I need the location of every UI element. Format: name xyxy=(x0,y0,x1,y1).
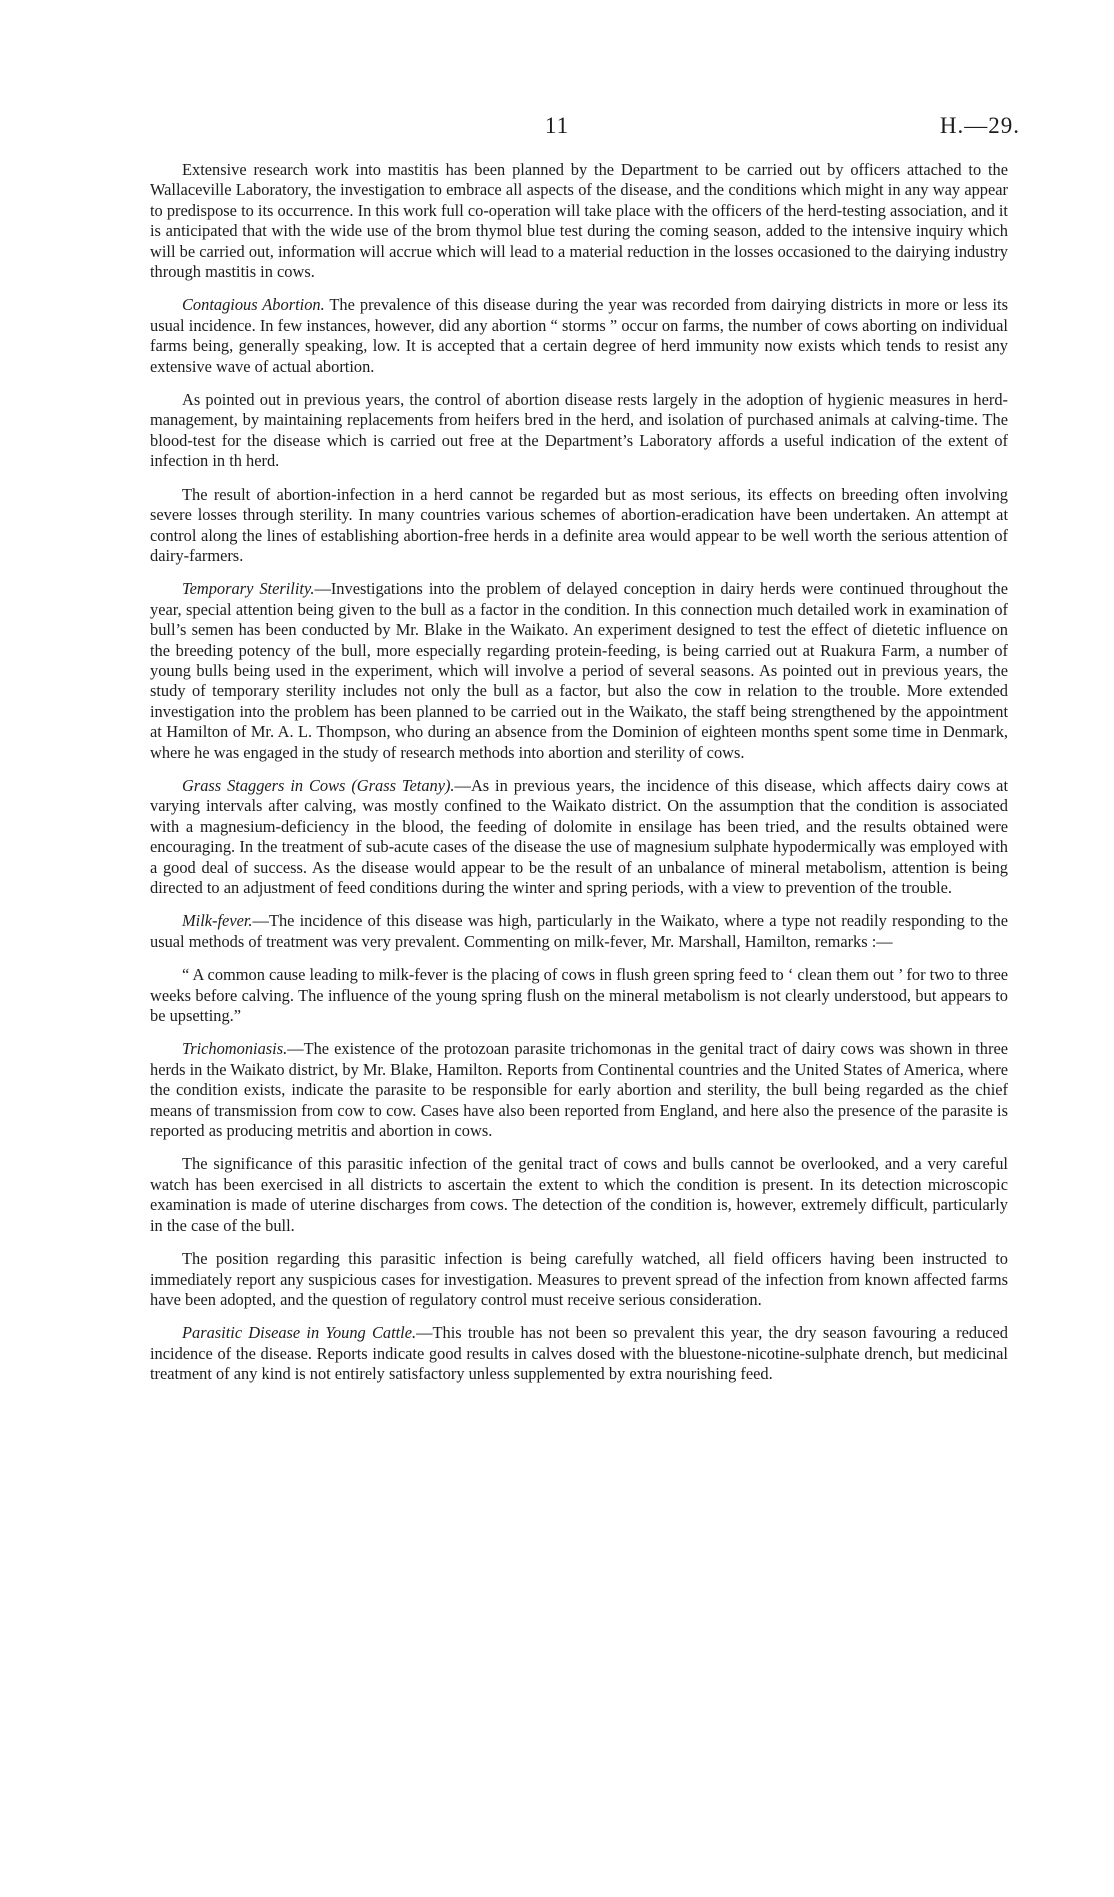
paragraph-text: As pointed out in previous years, the control of abortion disease rests largely in the adoption of hygienic measures in herd-management, by maintaining replacements from heifers bred in the herd, and isolation of purchased animals at calving-time. The blood-test for the disease which is carried out free at the Department’s Laboratory affords a useful indication of the extent of infection in th herd. xyxy=(150,390,1008,471)
paragraph xyxy=(150,776,1008,898)
paragraph xyxy=(150,160,1008,282)
paragraph xyxy=(150,295,1008,377)
paragraph-text: The position regarding this parasitic infection is being carefully watched, all field officers having been instructed to immediately report any suspicious cases for investigation. Measures to prevent spread of the infection from known affected farms have been adopted, and the question of regulatory control must receive serious consideration. xyxy=(150,1249,1008,1309)
section-heading: Temporary Sterility. xyxy=(182,579,315,599)
section-heading: Grass Staggers in Cows (Grass Tetany). xyxy=(182,775,455,795)
paragraph xyxy=(150,911,1008,952)
body-text xyxy=(150,160,1008,1398)
quote-text: “ A common cause leading to milk-fever is the placing of cows in flush green spring feed to ‘ clean them out ’ for two to three weeks before calving. The influence of the young spring flush on the mineral metabolism is not clearly understood, but appears to be upsetting.” xyxy=(150,965,1008,1026)
paragraph-text: The prevalence of this disease during the year was recorded from dairying districts in more or less its usual incidence. In few instances, however, did any abortion “ storms ” occur on farms, the number of cows aborting on individual farms being, generally speaking, low. It is accepted that a certain degree of herd immunity now exists which tends to resist any extensive wave of actual abortion. xyxy=(150,295,1008,376)
paragraph xyxy=(150,1039,1008,1141)
page-number: 11 xyxy=(544,113,570,138)
paragraph-text: The significance of this parasitic infection of the genital tract of cows and bulls cannot be overlooked, and a very careful watch has been exercised in all districts to ascertain the extent to which the condition is present. In its detection microscopic examination is made of uterine discharges from cows. The detection of the condition is, however, extremely difficult, particularly in the case of the bull. xyxy=(150,1154,1008,1235)
paragraph-text: —This trouble has not been so prevalent this year, the dry season favouring a reduced incidence of the disease. Reports indicate good results in calves dosed with the bluestone-nicotine-sulphate drench, but medicinal treatment of any kind is not entirely satisfactory unless supplemented by extra nourishing feed. xyxy=(150,1323,1009,1384)
section-heading: Contagious Abortion. xyxy=(182,295,325,315)
paragraph xyxy=(150,485,1008,567)
paragraph xyxy=(150,1154,1008,1236)
section-heading: Parasitic Disease in Young Cattle. xyxy=(182,1323,417,1343)
paragraph xyxy=(150,390,1008,472)
paragraph xyxy=(150,1323,1008,1384)
paragraph-text: The result of abortion-infection in a herd cannot be regarded but as most serious, its effects on breeding often involving severe losses through sterility. In many countries various schemes of abortion-eradication have been undertaken. An attempt at control along the lines of establishing abortion-free herds in a definite area would appear to be well worth the serious attention of dairy-farmers. xyxy=(150,484,1008,565)
paragraph-text: —As in previous years, the incidence of this disease, which affects dairy cows at varying intervals after calving, was mostly confined to the Waikato district. On the assumption that the condition is associated with a magnesium-deficiency in the blood, the feeding of dolomite in ensilage has been tried, and the results obtained were encouraging. In the treatment of sub-acute cases of the disease the use of magnesium sulphate hypodermically was employed with a good deal of success. As the disease would appear to be the result of an unbalance of mineral metabolism, attention is being directed to an adjustment of feed conditions during the winter and spring periods, with a view to prevention of the trouble. xyxy=(150,775,1009,897)
paragraph xyxy=(150,579,1008,763)
section-heading: Milk-fever. xyxy=(182,911,253,931)
document-reference: H.—29. xyxy=(939,113,1020,138)
paragraph-text: Extensive research work into mastitis has been planned by the Department to be carried out by officers attached to the Wallaceville Laboratory, the investigation to embrace all aspects of the disease, and the conditions which might in any way appear to predispose to its occurrence. In this work full co-operation will take place with the officers of the herd-testing association, and it is anticipated that with the wide use of the brom thymol blue test during the coming season, added to the intensive inquiry which will be carried out, information will accrue which will lead to a material reduction in the losses occasioned to the dairying industry through mastitis in cows. xyxy=(150,160,1008,282)
paragraph-text: —The existence of the protozoan parasite trichomonas in the genital tract of dairy cows was shown in three herds in the Waikato district, by Mr. Blake, Hamilton. Reports from Continental countries and the United States of America, where the condition exists, indicate the parasite to be responsible for early abortion and sterility, the bull being regarded as the chief means of transmission from cow to cow. Cases have also been reported from England, and here also the presence of the parasite is reported as producing metritis and abortion in cows. xyxy=(150,1039,1008,1141)
paragraph xyxy=(150,1249,1008,1310)
paragraph-text: —The incidence of this disease was high, particularly in the Waikato, where a type not readily responding to the usual methods of treatment was very prevalent. Commenting on milk-fever, Mr. Marshall, Hamilton, remarks :— xyxy=(150,911,1008,951)
block-quote xyxy=(150,965,1008,1026)
section-heading: Trichomoniasis. xyxy=(182,1039,288,1059)
paragraph-text: —Investigations into the problem of delayed conception in dairy herds were continued throughout the year, special attention being given to the bull as a factor in the condition. In this connection much detailed work in examination of bull’s semen has been conducted by Mr. Blake in the Waikato. An experiment designed to test the effect of dietetic influence on the breeding potency of the bull, more especially regarding protein-feeding, is being carried out at Ruakura Farm, a number of young bulls being used in the experiment, which will involve a period of several seasons. As pointed out in previous years, the study of temporary sterility includes not only the bull as a factor, but also the cow in relation to the trouble. More extended investigation into the problem has been planned to be carried out in the Waikato, the staff being strengthened by the appointment at Hamilton of Mr. A. L. Thompson, who during an absence from the Dominion of eighteen months spent some time in Denmark, where he was engaged in the study of research methods into abortion and sterility of cows. xyxy=(150,579,1009,762)
